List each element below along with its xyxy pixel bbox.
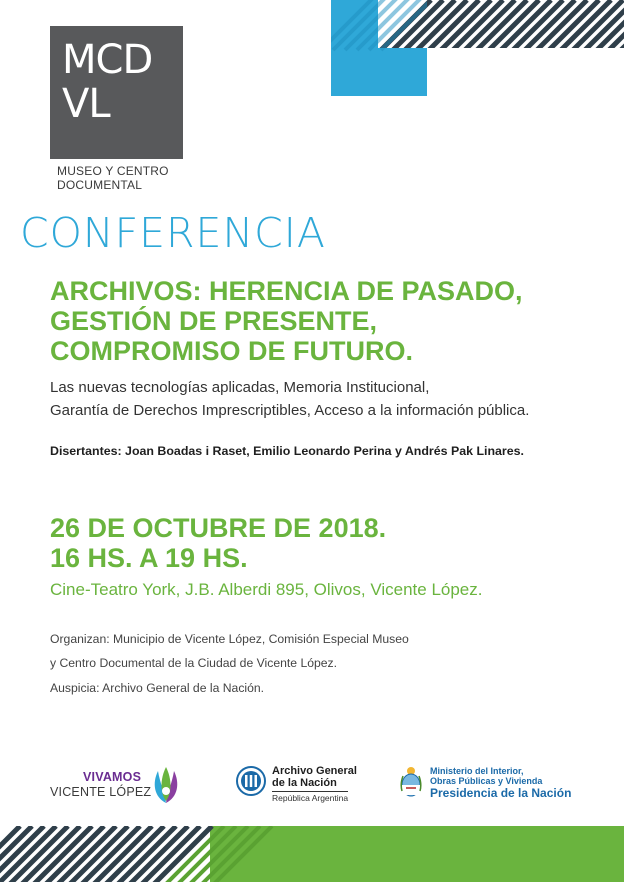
agn-country: República Argentina bbox=[272, 793, 349, 803]
ministerio-logo bbox=[400, 764, 600, 804]
conference-title-line2: GESTIÓN DE PRESENTE, bbox=[50, 306, 378, 336]
logo-text-vl: VL bbox=[62, 81, 110, 127]
museum-name bbox=[57, 164, 237, 192]
organizers-line1: Organizan: Municipio de Vicente López, Comisión Especial Museo bbox=[50, 632, 409, 646]
vivamos-word: VIVAMOS bbox=[83, 770, 142, 784]
event-type-heading: CONFERENCIA bbox=[20, 209, 326, 257]
archivo-general-logo bbox=[236, 764, 396, 804]
logo-text-mcd: MCD bbox=[62, 37, 153, 83]
vivamos-vicente-lopez-logo bbox=[50, 765, 190, 805]
museum-name-line2: DOCUMENTAL bbox=[57, 178, 143, 192]
speakers-list: Disertantes: Joan Boadas i Raset, Emilio Leonardo Perina y Andrés Pak Linares. bbox=[50, 444, 524, 458]
ministry-line2: Obras Públicas y Vivienda bbox=[430, 776, 543, 786]
bottom-decorative-pattern bbox=[0, 826, 624, 882]
ministry-line3: Presidencia de la Nación bbox=[430, 786, 572, 800]
conference-title-line1: ARCHIVOS: HERENCIA DE PASADO, bbox=[50, 276, 523, 306]
event-venue: Cine-Teatro York, J.B. Alberdi 895, Olivos, Vicente López. bbox=[50, 580, 483, 599]
museum-logo bbox=[50, 26, 183, 159]
museum-name-line1: MUSEO Y CENTRO bbox=[57, 164, 169, 178]
agn-name-line1: Archivo General bbox=[272, 765, 357, 777]
national-coat-of-arms-icon bbox=[400, 766, 422, 798]
top-decorative-pattern bbox=[331, 0, 624, 96]
agn-seal-icon bbox=[236, 764, 266, 798]
conference-subtitle-line2: Garantía de Derechos Imprescriptibles, Acceso a la información pública. bbox=[50, 402, 530, 419]
event-date: 26 DE OCTUBRE DE 2018. bbox=[50, 513, 387, 543]
vivamos-leaf-icon bbox=[150, 765, 182, 805]
conference-subtitle-line1: Las nuevas tecnologías aplicadas, Memoria Institucional, bbox=[50, 379, 430, 396]
vivamos-city: VICENTE LÓPEZ bbox=[50, 785, 152, 799]
sponsor-line: Auspicia: Archivo General de la Nación. bbox=[50, 681, 265, 695]
conference-title-line3: COMPROMISO DE FUTURO. bbox=[50, 336, 413, 366]
agn-name-line2: de la Nación bbox=[272, 777, 337, 789]
ministry-line1: Ministerio del Interior, bbox=[430, 766, 524, 776]
event-time: 16 HS. A 19 HS. bbox=[50, 543, 248, 573]
organizers-line2: y Centro Documental de la Ciudad de Vicente López. bbox=[50, 656, 338, 670]
